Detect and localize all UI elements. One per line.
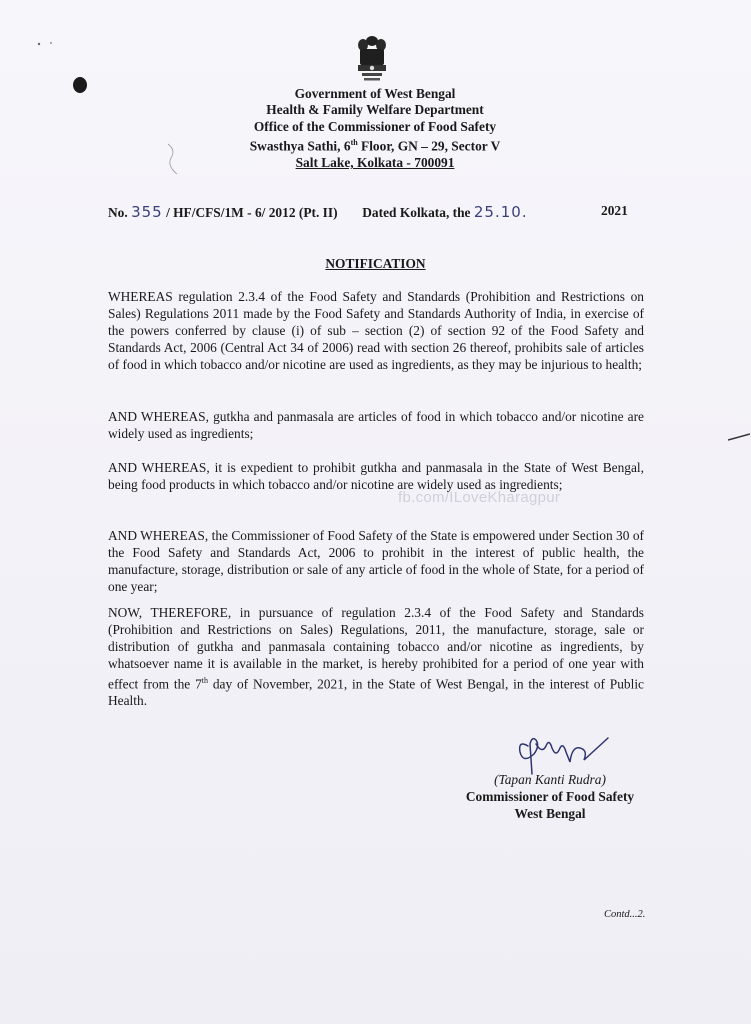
ref-prefix: No. <box>108 205 128 220</box>
signatory-state: West Bengal <box>514 805 586 821</box>
paragraph-5 <box>108 605 644 710</box>
dated-label: Dated Kolkata, the <box>362 205 471 220</box>
ref-year: 2021 <box>601 203 628 218</box>
address-floor: Floor, GN – 29, Sector V <box>357 138 501 154</box>
signatory-designation: Commissioner of Food Safety <box>465 788 635 804</box>
paragraph-5-suffix: th <box>201 675 209 685</box>
govt-name: Government of West Bengal <box>294 86 456 101</box>
ref-number-handwritten: 355 <box>131 203 163 221</box>
paragraph-3: AND WHEREAS, it is expedient to prohibit gutkha and panmasala in the State of West Bengal, being food products in which tobacco and/or nicotine are widely used as ingredients; <box>108 460 644 492</box>
watermark-text: fb.com/ILoveKharagpur <box>398 489 561 506</box>
letterhead <box>140 86 610 172</box>
address-line-1 <box>140 135 610 155</box>
paragraph-4: AND WHEREAS, the Commissioner of Food Safety of the State is empowered under Section 30 of the Food Safety and Standards Act, 2006 to prohibit in the interest of public health, the manufacture, storage, distribution or sale of any article of food in the whole of State, for a period of one year; <box>108 528 644 594</box>
state-emblem-icon <box>352 34 392 84</box>
punch-hole-mark <box>73 77 87 93</box>
continued-note: Contd...2. <box>604 909 646 920</box>
address-line-2: Salt Lake, Kolkata - 700091 <box>295 155 455 171</box>
paragraph-1: WHEREAS regulation 2.3.4 of the Food Safety and Standards (Prohibition and Restrictions on Sales) Regulations 2011 made by the Food Safety and Standards Authority of India, in exercise of the powers conferred by clause (i) of sub – section (2) of section 92 of the Food Safety and Standards Act, 2006 (Central Act 34 of 2006) read with section 26 thereof, prohibits sale of articles of food in which tobacco and/or nicotine are used as ingredients, as they may be injurious to health; <box>108 289 644 372</box>
paragraph-5-tail: day of November, 2021, in the State of West Bengal, in the interest of Public Health. <box>108 676 645 708</box>
scan-edge-mark <box>728 430 750 444</box>
ref-file-number: / HF/CFS/1M - 6/ 2012 (Pt. II) <box>166 205 338 220</box>
paragraph-5-main: NOW, THEREFORE, in pursuance of regulation 2.3.4 of the Food Safety and Standards (Prohibition and Restrictions on Sales) Regulations, 2011, the manufacture, storage, sale or distribution of gutkha and panmasala containing tobacco and/or nicotine as ingredients, by whatsoever name it is available in the market, is hereby prohibited for a period of one year with effect from the 7 <box>108 605 644 692</box>
scan-speck <box>36 40 56 48</box>
office-name: Office of the Commissioner of Food Safety <box>253 118 497 134</box>
paragraph-2: AND WHEREAS, gutkha and panmasala are articles of food in which tobacco and/or nicotine are widely used as ingredients; <box>108 409 644 441</box>
reference-line <box>108 203 638 221</box>
department-name: Health & Family Welfare Department <box>266 102 484 118</box>
signature-block <box>430 772 670 823</box>
signatory-name: (Tapan Kanti Rudra) <box>494 772 606 787</box>
address-building: Swasthya Sathi, 6 <box>249 138 351 154</box>
address-floor-suffix: th <box>350 138 358 148</box>
notification-title: NOTIFICATION <box>325 256 426 271</box>
date-handwritten: 25.10. <box>473 203 528 221</box>
